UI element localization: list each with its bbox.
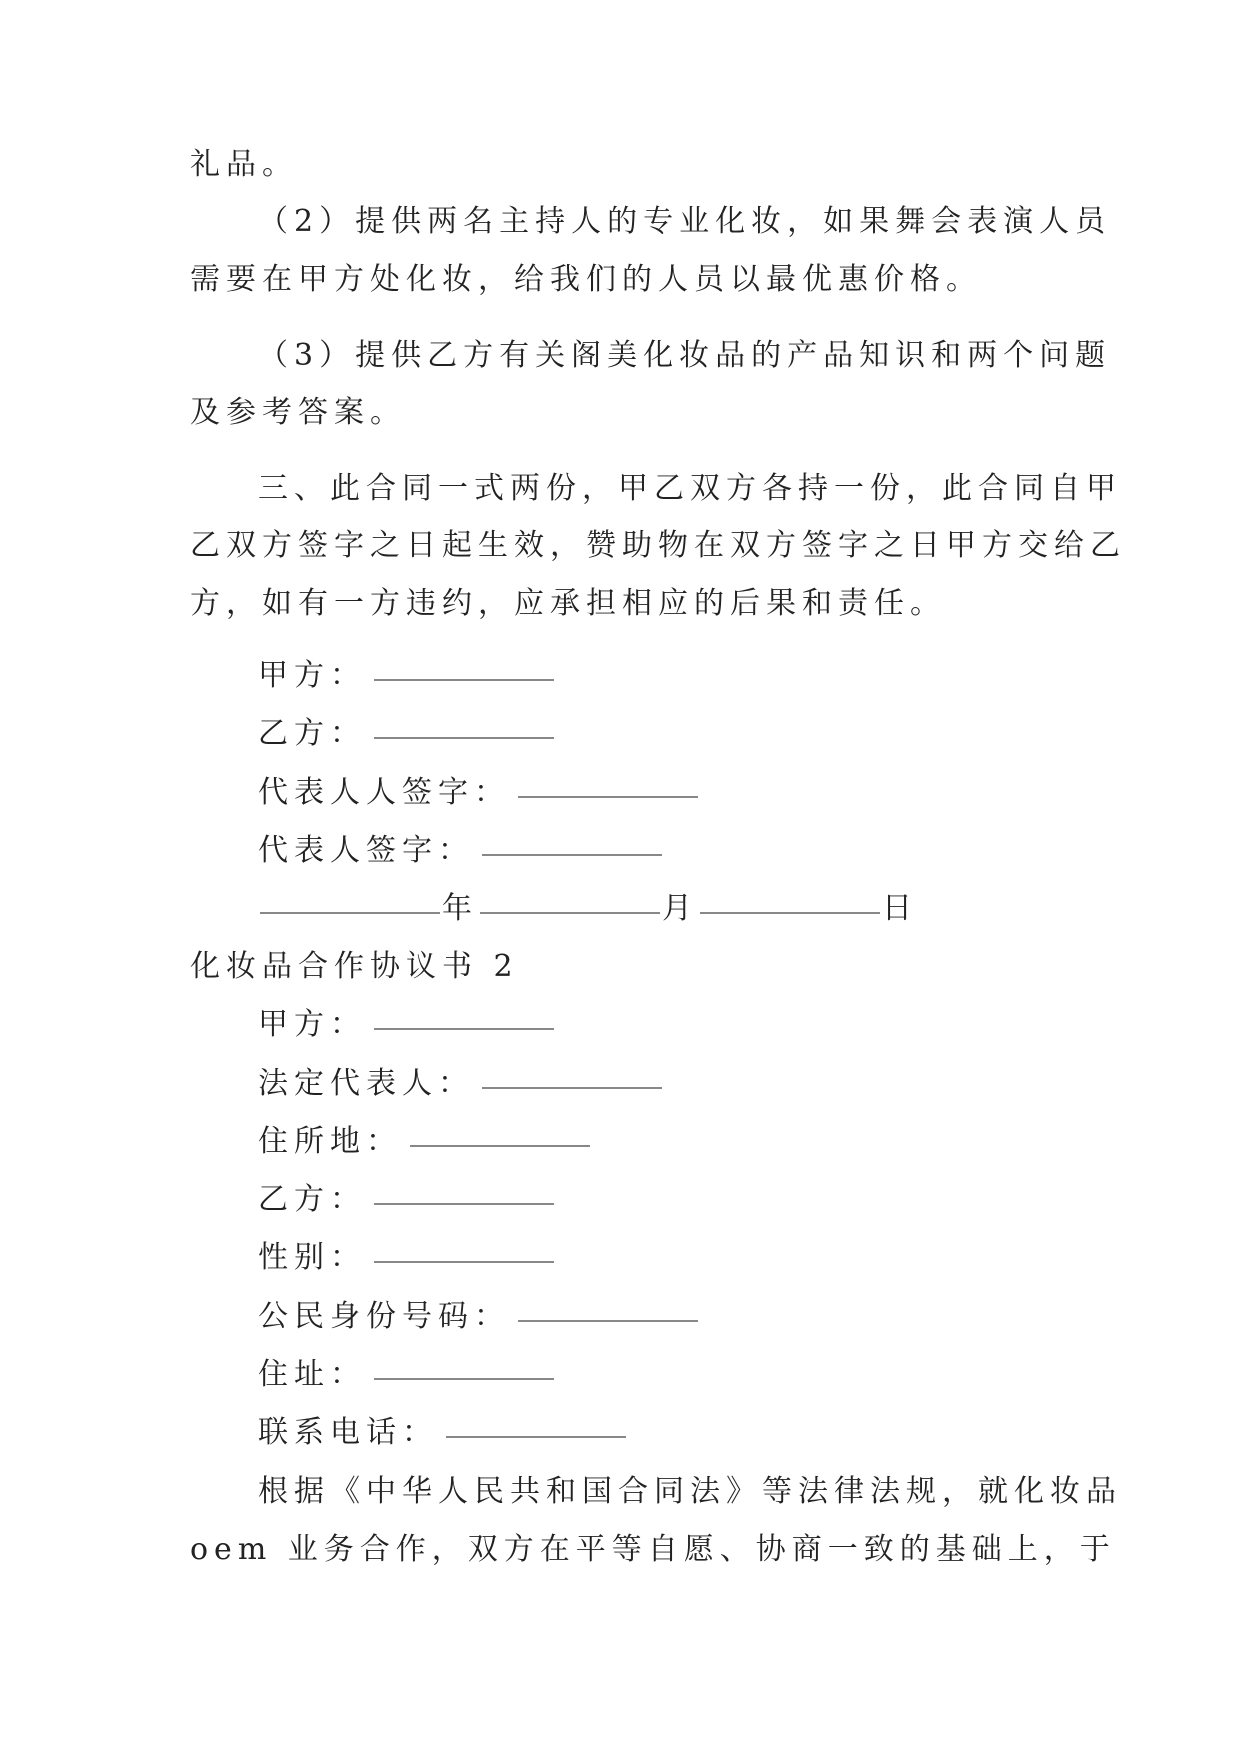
legal-rep-blank[interactable] — [482, 1087, 662, 1089]
sign-party-a — [258, 647, 554, 705]
phone-blank[interactable] — [446, 1436, 626, 1438]
gender-label: 性别： — [258, 1240, 366, 1275]
address-blank[interactable] — [374, 1378, 554, 1380]
form-party-b-blank[interactable] — [374, 1203, 554, 1205]
residence-blank[interactable] — [410, 1145, 590, 1147]
form-address — [258, 1346, 554, 1404]
form-id-number — [258, 1288, 698, 1346]
form-gender — [258, 1229, 554, 1287]
party-a-blank[interactable] — [374, 679, 554, 681]
rep1-label: 代表人人签字： — [258, 775, 510, 810]
rep2-blank[interactable] — [482, 854, 662, 856]
text-line-5: 及参考答案。 — [190, 395, 406, 430]
legal-rep-label: 法定代表人： — [258, 1066, 474, 1101]
day-blank[interactable] — [700, 912, 880, 914]
form-phone — [258, 1404, 626, 1462]
form-party-a-label: 甲方： — [258, 1007, 366, 1042]
residence-label: 住所地： — [258, 1124, 402, 1159]
section-title: 化妆品合作协议书 2 — [190, 949, 519, 984]
id-number-blank[interactable] — [518, 1320, 698, 1322]
date-line — [258, 880, 918, 938]
form-party-a-blank[interactable] — [374, 1028, 554, 1030]
year-label: 年 — [442, 891, 478, 926]
sign-party-b — [258, 705, 554, 763]
party-b-label: 乙方： — [258, 716, 366, 751]
sign-rep-2 — [258, 822, 662, 880]
text-line-7: 乙双方签字之日起生效，赞助物在双方签字之日甲方交给乙 — [190, 528, 1126, 563]
text-line-6: 三、此合同一式两份，甲乙双方各持一份，此合同自甲 — [258, 471, 1122, 506]
month-label: 月 — [662, 891, 698, 926]
sign-rep-1 — [258, 764, 698, 822]
party-a-label: 甲方： — [258, 658, 366, 693]
month-blank[interactable] — [480, 912, 660, 914]
id-number-label: 公民身份号码： — [258, 1299, 510, 1334]
party-b-blank[interactable] — [374, 737, 554, 739]
address-label: 住址： — [258, 1357, 366, 1392]
rep2-label: 代表人签字： — [258, 833, 474, 868]
closing-line-2: oem 业务合作，双方在平等自愿、协商一致的基础上，于 — [190, 1532, 1116, 1567]
form-legal-rep — [258, 1055, 662, 1113]
year-blank[interactable] — [260, 912, 440, 914]
form-party-a — [258, 996, 554, 1054]
form-residence — [258, 1113, 590, 1171]
rep1-blank[interactable] — [518, 796, 698, 798]
text-line-8: 方，如有一方违约，应承担相应的后果和责任。 — [190, 586, 946, 621]
text-line-2: （2）提供两名主持人的专业化妆，如果舞会表演人员 — [258, 204, 1112, 239]
gender-blank[interactable] — [374, 1261, 554, 1263]
day-label: 日 — [882, 891, 918, 926]
form-party-b-label: 乙方： — [258, 1182, 366, 1217]
text-line-3: 需要在甲方处化妆，给我们的人员以最优惠价格。 — [190, 262, 982, 297]
form-party-b — [258, 1171, 554, 1229]
text-line-4: （3）提供乙方有关阁美化妆品的产品知识和两个问题 — [258, 338, 1112, 373]
text-line-1: 礼品。 — [190, 147, 298, 182]
phone-label: 联系电话： — [258, 1415, 438, 1450]
closing-line-1: 根据《中华人民共和国合同法》等法律法规，就化妆品 — [258, 1474, 1122, 1509]
